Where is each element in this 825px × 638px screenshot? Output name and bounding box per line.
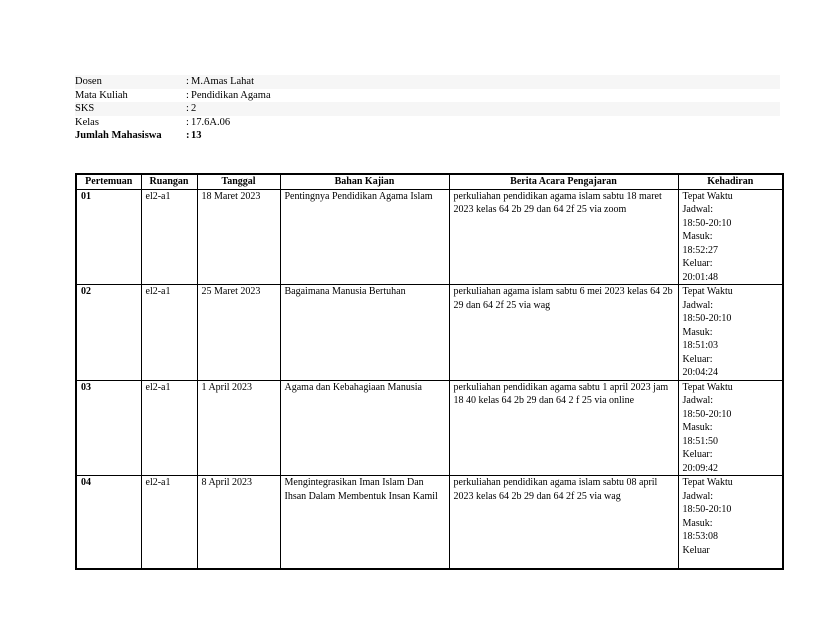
header-pertemuan: Pertemuan [76,174,141,189]
header-ruangan: Ruangan [141,174,197,189]
cell-kehadiran [678,189,783,285]
cell-bahan-kajian: Mengintegrasikan Iman Islam Dan Ihsan Dalam Membentuk Insan Kamil [280,476,449,570]
attendance-line: 18:52:27 [682,244,719,256]
attendance-line: 18:53:08 [682,531,719,542]
cell-bahan-kajian: Pentingnya Pendidikan Agama Islam [280,189,449,285]
cell-tanggal: 8 April 2023 [197,476,280,570]
header-tanggal: Tanggal [197,174,280,189]
cell-ruangan: el2-a1 [141,476,197,570]
attendance-line: 18:50-20:10 [682,408,732,420]
attendance-line: 18:51:50 [682,435,719,447]
cell-bahan-kajian: Agama dan Kebahagiaan Manusia [280,380,449,476]
attendance-line: 18:51:03 [682,340,719,351]
attendance-line: Masuk: [682,422,713,433]
info-row-jumlah-mahasiswa: Jumlah Mahasiswa : 13 [75,130,202,141]
attendance-line: Jadwal: [682,204,714,215]
info-value: 2 [191,103,197,114]
cell-pertemuan: 01 [76,189,141,285]
table-row [76,285,783,381]
attendance-line: 18:50-20:10 [682,504,732,515]
attendance-line: Masuk: [682,517,713,529]
cell-pertemuan: 03 [76,380,141,476]
table-row [76,380,783,476]
cell-kehadiran [678,380,783,476]
attendance-status: Tepat Waktu [682,190,733,202]
info-label: Kelas [75,116,99,128]
attendance-line: Jadwal: [682,299,714,311]
info-label: Mata Kuliah [75,89,128,101]
attendance-line: Masuk: [682,326,713,338]
cell-ruangan: el2-a1 [141,285,197,381]
attendance-line: 20:04:24 [682,367,719,378]
attendance-line: Keluar [682,544,710,556]
info-label: SKS [75,103,95,114]
header-kehadiran: Kehadiran [678,174,783,189]
cell-kehadiran [678,476,783,570]
info-row-sks: SKS : 2 [75,102,780,116]
table-row [76,189,783,285]
cell-pertemuan: 04 [76,476,141,570]
info-row-mata-kuliah: Mata Kuliah : Pendidikan Agama [75,89,271,101]
attendance-line: Keluar: [682,449,713,460]
info-value: 17.6A.06 [191,116,231,128]
cell-tanggal: 1 April 2023 [197,380,280,476]
attendance-status: Tepat Waktu [682,286,733,297]
info-label: Dosen [75,76,102,87]
cell-bahan-kajian: Bagaimana Manusia Bertuhan [280,285,449,381]
info-value: Pendidikan Agama [191,89,271,101]
attendance-line: 20:09:42 [682,462,719,474]
table-header-row [76,174,783,189]
course-info [75,75,780,143]
attendance-line: Masuk: [682,231,713,242]
cell-tanggal: 18 Maret 2023 [197,189,280,285]
info-label: Jumlah Mahasiswa [75,130,162,141]
cell-berita-acara: perkuliahan agama islam sabtu 6 mei 2023 kelas 64 2b 29 dan 64 2f 25 via wag [449,285,678,381]
cell-berita-acara: perkuliahan pendidikan agama islam sabtu 18 maret 2023 kelas 64 2b 29 dan 64 2f 25 via zoom [449,189,678,285]
attendance-line: 18:50-20:10 [682,217,732,229]
cell-tanggal: 25 Maret 2023 [197,285,280,381]
cell-kehadiran [678,285,783,381]
info-row-dosen: Dosen : M.Amas Lahat [75,75,780,89]
attendance-line: Keluar: [682,353,713,365]
info-value: 13 [191,130,202,141]
attendance-line: Jadwal: [682,395,714,406]
info-row-kelas: Kelas : 17.6A.06 [75,116,231,128]
cell-berita-acara: perkuliahan pendidikan agama sabtu 1 april 2023 jam 18 40 kelas 64 2b 29 dan 64 2 f 25 via online [449,380,678,476]
cell-pertemuan: 02 [76,285,141,381]
attendance-line: Keluar: [682,258,713,269]
attendance-line: 20:01:48 [682,271,719,283]
attendance-line: Jadwal: [682,490,714,502]
header-berita-acara: Berita Acara Pengajaran [449,174,678,189]
table-row [76,476,783,570]
cell-ruangan: el2-a1 [141,189,197,285]
cell-ruangan: el2-a1 [141,380,197,476]
cell-berita-acara: perkuliahan pendidikan agama islam sabtu 08 april 2023 kelas 64 2b 29 dan 64 2f 25 via wag [449,476,678,570]
meeting-log-table [75,173,784,570]
attendance-line: 18:50-20:10 [682,313,732,324]
attendance-status: Tepat Waktu [682,477,733,488]
header-bahan-kajian: Bahan Kajian [280,174,449,189]
attendance-status: Tepat Waktu [682,381,733,393]
info-value: M.Amas Lahat [191,76,254,87]
